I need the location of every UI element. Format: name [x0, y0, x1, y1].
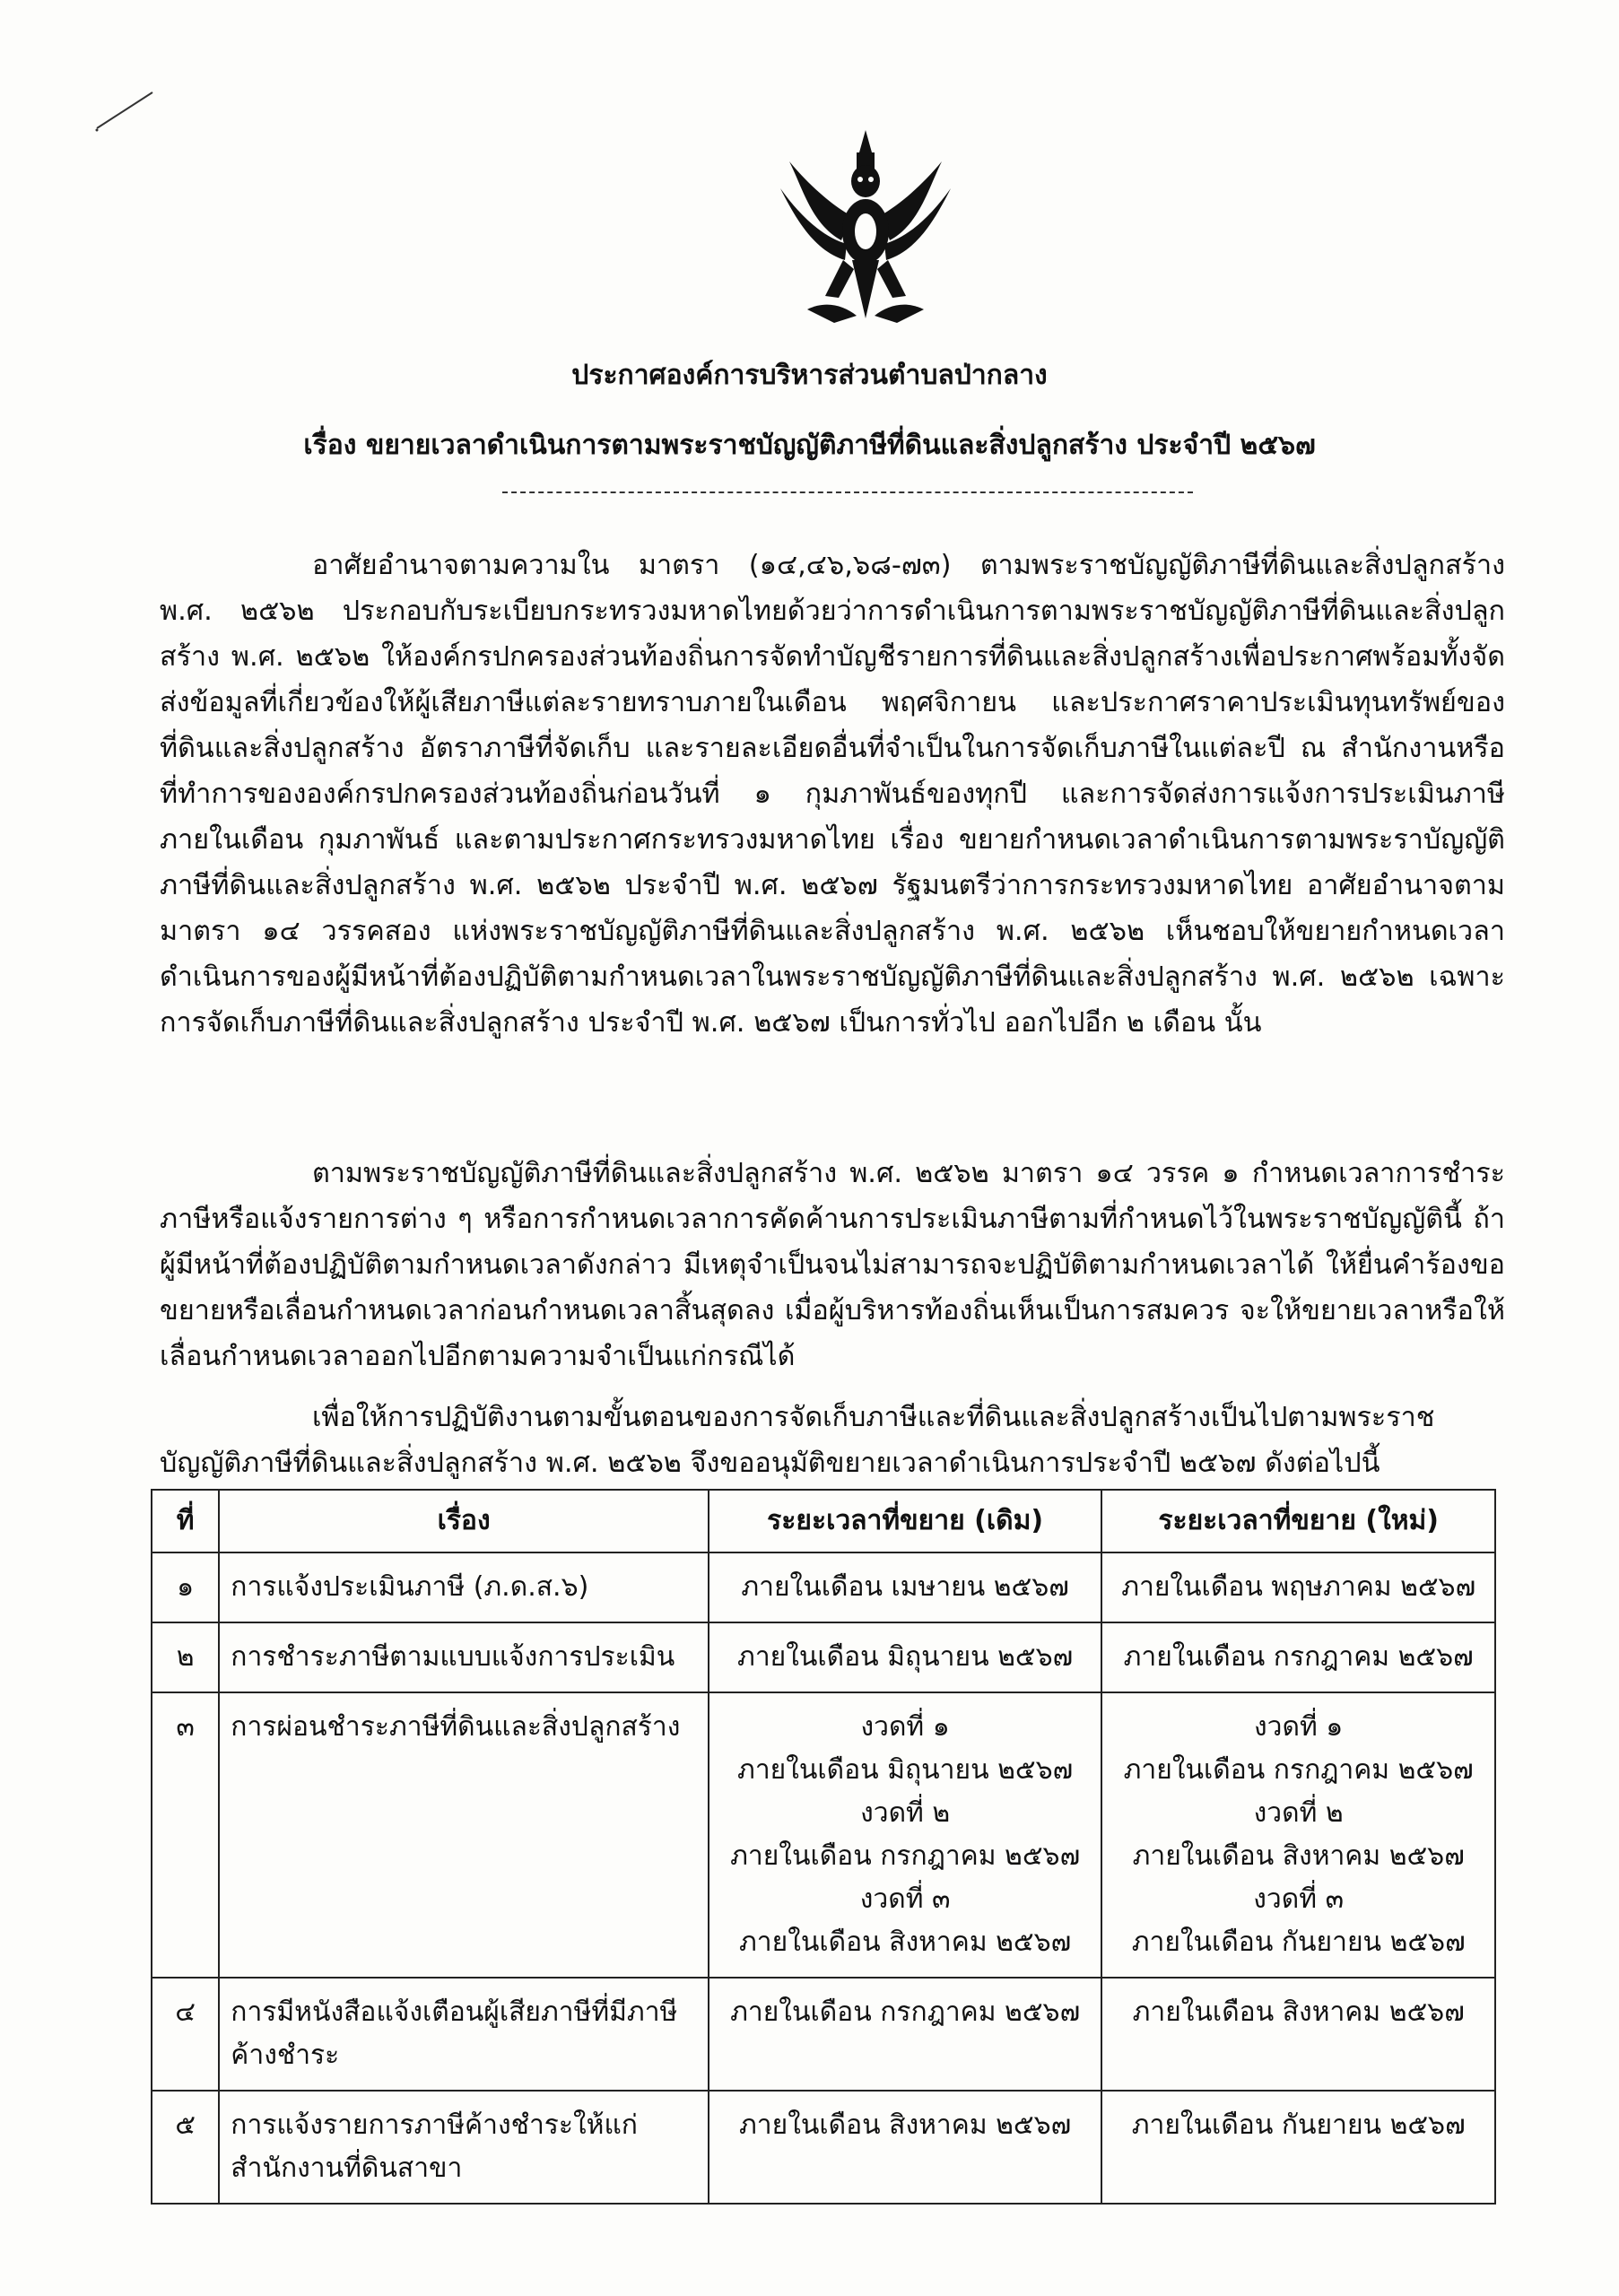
row-subject: การผ่อนชำระภาษีที่ดินและสิ่งปลูกสร้าง: [219, 1692, 709, 1978]
paragraph-request: เพื่อให้การปฏิบัติงานตามขั้นตอนของการจัดเก็บภาษีและที่ดินและสิ่งปลูกสร้างเป็นไปตามพระราชบัญญัติภาษีที่ดินและสิ่งปลูกสร้าง พ.ศ. ๒๕๖๒ จึงขออนุมัติขยายเวลาดำเนินการประจำปี ๒๕๖๗ ดังต่อไปนี้: [160, 1402, 1435, 1479]
row-number: ๓: [152, 1692, 219, 1978]
row-new-period: ภายในเดือน กรกฎาคม ๒๕๖๗: [1101, 1622, 1495, 1692]
table-row: [152, 2091, 1495, 2204]
row-number: ๕: [152, 2091, 219, 2204]
row-number: ๔: [152, 1978, 219, 2091]
table-row: [152, 1622, 1495, 1692]
table-row: [152, 1692, 1495, 1978]
row-new-period: งวดที่ ๑ ภายในเดือน กรกฎาคม ๒๕๖๗ งวดที่ ๒ ภายในเดือน สิงหาคม ๒๕๖๗ งวดที่ ๓ ภายในเดือน กันยายน ๒๕๖๗: [1101, 1692, 1495, 1978]
row-subject: การแจ้งประเมินภาษี (ภ.ด.ส.๖): [219, 1552, 709, 1622]
row-subject: การมีหนังสือแจ้งเตือนผู้เสียภาษีที่มีภาษีค้างชำระ: [219, 1978, 709, 2091]
header-subject: เรื่อง: [219, 1490, 709, 1552]
announcement-title: ประกาศองค์การบริหารส่วนตำบลป่ากลาง: [571, 360, 1048, 391]
extension-schedule-table: [151, 1489, 1496, 2205]
paragraph-legal-basis: ตามพระราชบัญญัติภาษีที่ดินและสิ่งปลูกสร้าง พ.ศ. ๒๕๖๒ มาตรา ๑๔ วรรค ๑ กำหนดเวลาการชำระภาษีหรือแจ้งรายการต่าง ๆ หรือการกำหนดเวลาการคัดค้านการประเมินภาษีตามที่กำหนดไว้ในพระราชบัญญัตินี้ ถ้าผู้มีหน้าที่ต้องปฏิบัติตามกำหนดเวลาดังกล่าว มีเหตุจำเป็นจนไม่สามารถจะปฏิบัติตามกำหนดเวลาได้ ให้ยื่นคำร้องขอขยายหรือเลื่อนกำหนดเวลาก่อนกำหนดเวลาสิ้นสุดลง เมื่อผู้บริหารท้องถิ่นเห็นเป็นการสมควร จะให้ขยายเวลาหรือให้เลื่อนกำหนดเวลาออกไปอีกตามความจำเป็นแก่กรณีได้: [160, 1158, 1505, 1372]
row-old-period: งวดที่ ๑ ภายในเดือน มิถุนายน ๒๕๖๗ งวดที่ ๒ ภายในเดือน กรกฎาคม ๒๕๖๗ งวดที่ ๓ ภายในเดือน สิงหาคม ๒๕๖๗: [709, 1692, 1101, 1978]
table-header-row: [152, 1490, 1495, 1552]
paragraph-authority: อาศัยอำนาจตามความใน มาตรา (๑๔,๔๖,๖๘-๗๓) ตามพระราชบัญญัติภาษีที่ดินและสิ่งปลูกสร้าง พ.ศ. ๒๕๖๒ ประกอบกับระเบียบกระทรวงมหาดไทยด้วยว่าการดำเนินการตามพระราชบัญญัติภาษีที่ดินและสิ่งปลูกสร้าง พ.ศ. ๒๕๖๒ ให้องค์กรปกครองส่วนท้องถิ่นการจัดทำบัญชีรายการที่ดินและสิ่งปลูกสร้างเพื่อประกาศพร้อมทั้งจัดส่งข้อมูลที่เกี่ยวข้องให้ผู้เสียภาษีแต่ละรายทราบภายในเดือน พฤศจิกายน และประกาศราคาประเมินทุนทรัพย์ของที่ดินและสิ่งปลูกสร้าง อัตราภาษีที่จัดเก็บ และรายละเอียดอื่นที่จำเป็นในการจัดเก็บภาษีในแต่ละปี ณ สำนักงานหรือที่ทำการขององค์กรปกครองส่วนท้องถิ่นก่อนวันที่ ๑ กุมภาพันธ์ของทุกปี และการจัดส่งการแจ้งการประเมินภาษีภายในเดือน กุมภาพันธ์ และตามประกาศกระทรวงมหาดไทย เรื่อง ขยายกำหนดเวลาดำเนินการตามพระราบัญญัติภาษีที่ดินและสิ่งปลูกสร้าง พ.ศ. ๒๕๖๒ ประจำปี พ.ศ. ๒๕๖๗ รัฐมนตรีว่าการกระทรวงมหาดไทย อาศัยอำนาจตามมาตรา ๑๔ วรรคสอง แห่งพระราชบัญญัติภาษีที่ดินและสิ่งปลูกสร้าง พ.ศ. ๒๕๖๒ เห็นชอบให้ขยายกำหนดเวลาดำเนินการของผู้มีหน้าที่ต้องปฏิบัติตามกำหนดเวลาในพระราชบัญญัติภาษีที่ดินและสิ่งปลูกสร้าง พ.ศ. ๒๕๖๒ เฉพาะการจัดเก็บภาษีที่ดินและสิ่งปลูกสร้าง ประจำปี พ.ศ. ๒๕๖๗ เป็นการทั่วไป ออกไปอีก ๒ เดือน นั้น: [160, 550, 1505, 1039]
row-new-period: ภายในเดือน พฤษภาคม ๒๕๖๗: [1101, 1552, 1495, 1622]
header-no: ที่: [152, 1490, 219, 1552]
pen-stroke-mark: [90, 85, 161, 139]
separator-line: [502, 491, 1193, 493]
row-old-period: ภายในเดือน เมษายน ๒๕๖๗: [709, 1552, 1101, 1622]
row-subject: การแจ้งรายการภาษีค้างชำระให้แก่สำนักงานที่ดินสาขา: [219, 2091, 709, 2204]
announcement-subject: เรื่อง ขยายเวลาดำเนินการตามพระราชบัญญัติภาษีที่ดินและสิ่งปลูกสร้าง ประจำปี ๒๕๖๗: [303, 430, 1316, 461]
row-number: ๑: [152, 1552, 219, 1622]
row-subject: การชำระภาษีตามแบบแจ้งการประเมิน: [219, 1622, 709, 1692]
row-number: ๒: [152, 1622, 219, 1692]
table-row: [152, 1552, 1495, 1622]
row-old-period: ภายในเดือน กรกฎาคม ๒๕๖๗: [709, 1978, 1101, 2091]
row-old-period: ภายในเดือน มิถุนายน ๒๕๖๗: [709, 1622, 1101, 1692]
row-new-period: ภายในเดือน สิงหาคม ๒๕๖๗: [1101, 1978, 1495, 2091]
row-old-period: ภายในเดือน สิงหาคม ๒๕๖๗: [709, 2091, 1101, 2204]
table-row: [152, 1978, 1495, 2091]
header-new-period: ระยะเวลาที่ขยาย (ใหม่): [1101, 1490, 1495, 1552]
header-old-period: ระยะเวลาที่ขยาย (เดิม): [709, 1490, 1101, 1552]
garuda-emblem: [771, 126, 960, 336]
row-new-period: ภายในเดือน กันยายน ๒๕๖๗: [1101, 2091, 1495, 2204]
